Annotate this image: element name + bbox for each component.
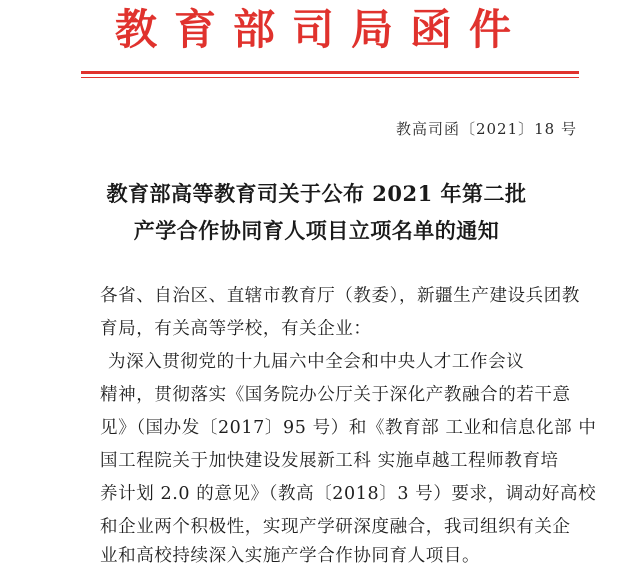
body-line: 业和高校持续深入实施产学合作协同育人项目。: [100, 546, 481, 566]
letterhead-divider-thick: [81, 71, 579, 74]
body-line: 和企业两个积极性，实现产学研深度融合，我司组织有关企: [100, 517, 571, 537]
document-title-line-2: 产学合作协同育人项目立项名单的通知: [133, 218, 500, 243]
letterhead-title: 教育部司局函件: [114, 5, 528, 54]
document-number: 教高司函〔2021〕18 号: [395, 120, 577, 138]
body-line: 为深入贯彻党的十九届六中全会和中央人才工作会议: [108, 352, 525, 372]
body-line: 精神，贯彻落实《国务院办公厅关于深化产教融合的若干意: [100, 385, 571, 405]
body-line: 育局，有关高等学校，有关企业：: [100, 319, 372, 339]
body-line: 养计划 2.0 的意见》（教高〔2018〕3 号）要求，调动好高校: [100, 484, 597, 504]
body-line: 各省、自治区、直辖市教育厅（教委），新疆生产建设兵团教: [100, 286, 580, 306]
letterhead-divider-thin: [81, 77, 579, 78]
body-line: 见》（国办发〔2017〕95 号）和《教育部 工业和信息化部 中: [100, 418, 597, 438]
body-line: 国工程院关于加快建设发展新工科 实施卓越工程师教育培: [100, 451, 559, 471]
document-title-line-1: 教育部高等教育司关于公布 2021 年第二批: [106, 181, 527, 206]
